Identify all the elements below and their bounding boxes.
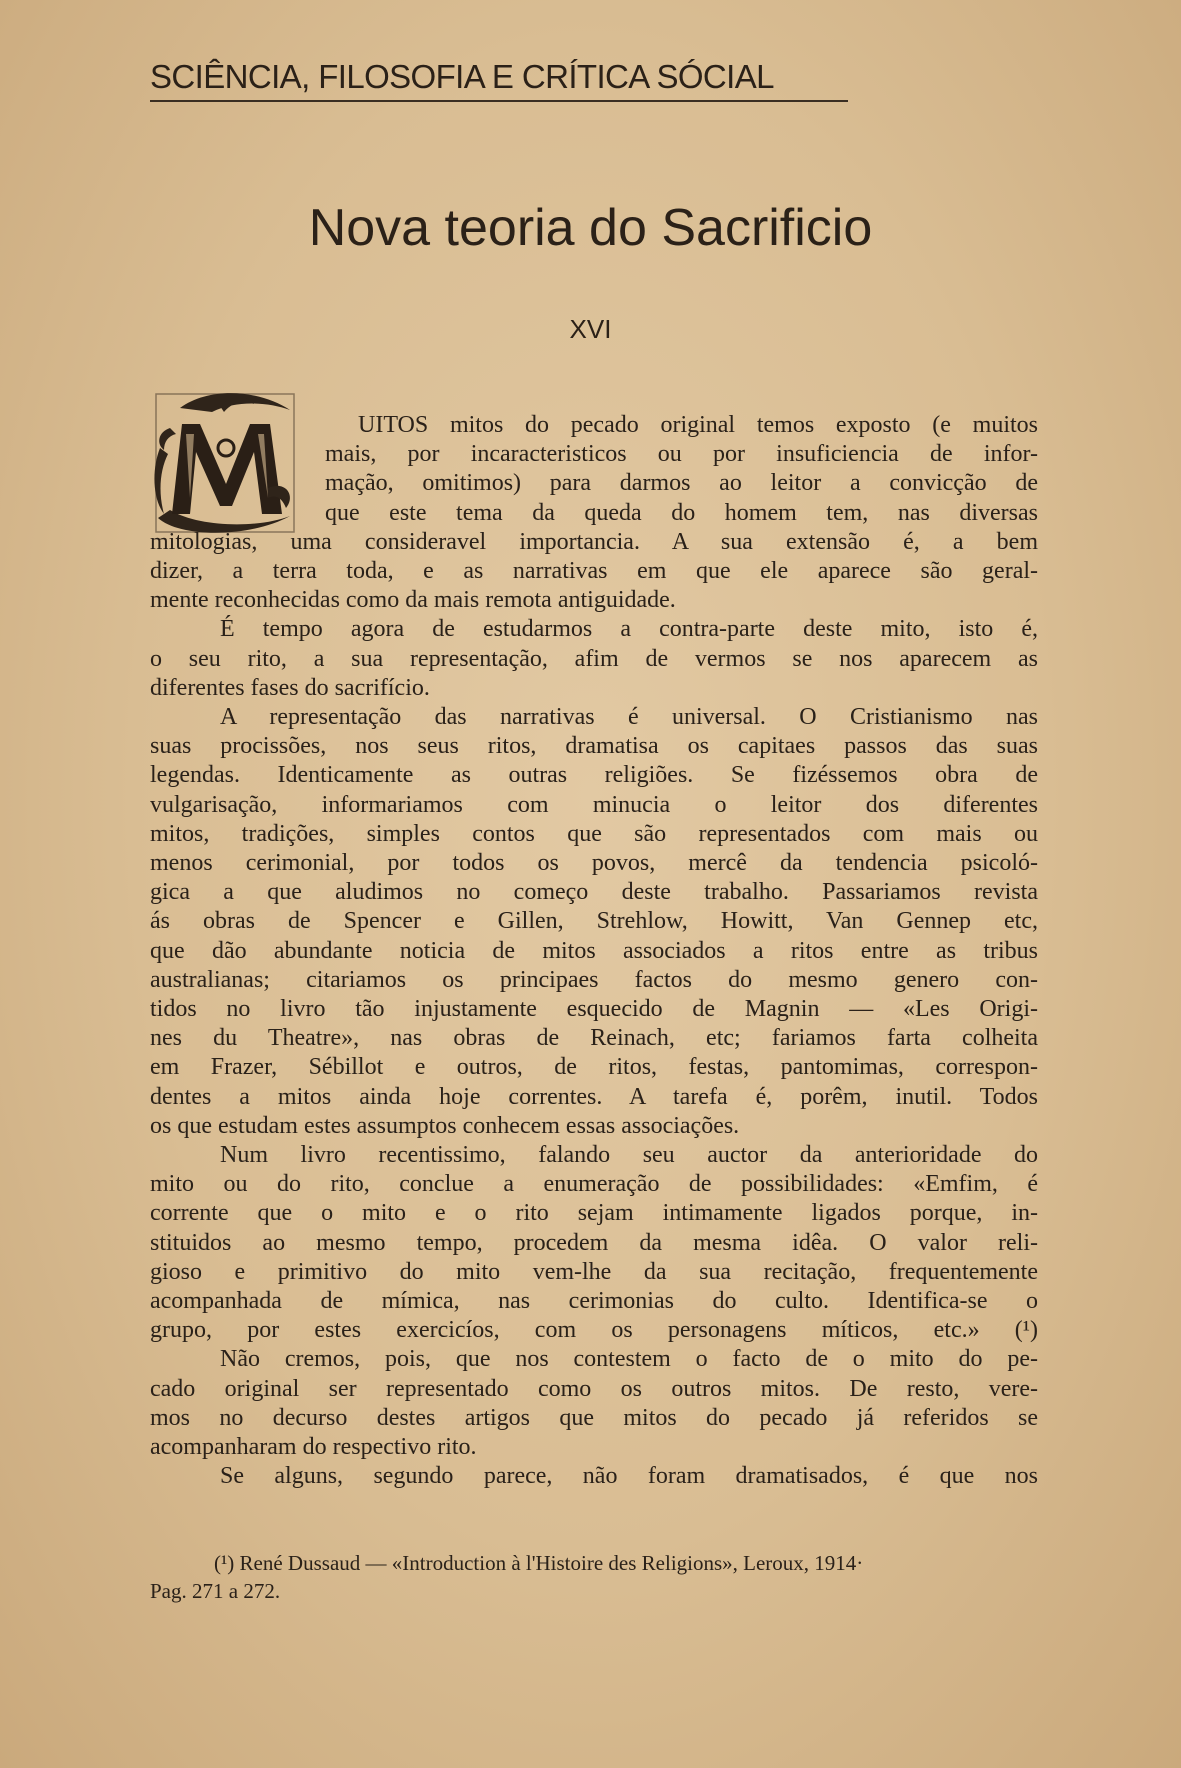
dropcap-ornament-icon <box>150 388 300 538</box>
text-line: A representação das narrativas é universal. O Cristianismo nas <box>220 704 1038 730</box>
text-line: menos cerimonial, por todos os povos, mercê da tendencia psicoló- <box>150 850 1038 876</box>
text-line: que este tema da queda do homem tem, nas diversas <box>325 499 1038 526</box>
text-line: mais, por incaracteristicos ou por insuficiencia de infor- <box>325 441 1038 468</box>
chapter-number: XVI <box>569 314 612 344</box>
text-line: o seu rito, a sua representação, afim de vermos se nos aparecem as <box>150 645 1038 672</box>
text-line: acompanhada de mímica, nas cerimonias do culto. Identifica-se o <box>150 1288 1038 1314</box>
text-line: corrente que o mito e o rito sejam intimamente ligados porque, in- <box>150 1200 1038 1227</box>
text-line: em Frazer, Sébillot e outros, de ritos, festas, pantomimas, correspon- <box>150 1054 1038 1081</box>
text-line: legendas. Identicamente as outras religiões. Se fizéssemos obra de <box>150 762 1038 789</box>
text-line: mito ou do rito, conclue a enumeração de possibilidades: «Emfim, é <box>150 1171 1038 1198</box>
text-line: australianas; citariamos os principaes factos do mesmo genero con- <box>150 966 1038 993</box>
text-line: mente reconhecidas como da mais remota antiguidade. <box>150 587 676 614</box>
text-line: gioso e primitivo do mito vem-lhe da sua recitação, frequentemente <box>150 1258 1038 1285</box>
text-line: Num livro recentissimo, falando seu auctor da anterioridade do <box>220 1142 1038 1168</box>
text-line: vulgarisação, informariamos com minucia o leitor dos diferentes <box>150 791 1038 818</box>
text-line: stituidos ao mesmo tempo, procedem da mesma idêa. O valor reli- <box>150 1229 1038 1256</box>
running-head: SCIÊNCIA, FILOSOFIA E CRÍTICA SÓCIAL <box>150 58 848 102</box>
text-line: tidos no livro tão injustamente esquecido de Magnin — «Les Origi- <box>150 996 1038 1022</box>
text-line: mitologias, uma consideravel importancia. A sua extensão é, a bem <box>150 528 1038 555</box>
text-line: que dão abundante noticia de mitos associados a ritos entre as tribus <box>150 937 1038 964</box>
ornamental-dropcap-m <box>150 388 300 538</box>
text-line: Não cremos, pois, que nos contestem o facto de o mito do pe- <box>220 1346 1038 1373</box>
text-line: UITOS mitos do pecado original temos exposto (e muitos <box>358 412 1038 438</box>
text-line: grupo, por estes exercicíos, com os personagens míticos, etc.» (¹) <box>150 1317 1038 1344</box>
article-title: Nova teoria do Sacrificio <box>308 199 873 257</box>
text-line: nes du Theatre», nas obras de Reinach, etc; fariamos farta colheita <box>150 1025 1038 1052</box>
text-line: diferentes fases do sacrifício. <box>150 674 430 701</box>
text-line: É tempo agora de estudarmos a contra-parte deste mito, isto é, <box>220 616 1038 643</box>
text-line: os que estudam estes assumptos conhecem essas associações. <box>150 1112 740 1139</box>
text-line: dizer, a terra toda, e as narrativas em que ele aparece são geral- <box>150 558 1038 584</box>
text-line: mação, omitimos) para darmos ao leitor a convicção de <box>325 470 1038 497</box>
text-line: dentes a mitos ainda hoje correntes. A tarefa é, porêm, inutil. Todos <box>150 1083 1038 1110</box>
footnote-line: (¹) René Dussaud — «Introduction à l'Histoire des Religions», Leroux, 1914· <box>214 1551 864 1575</box>
text-line: acompanharam do respectivo rito. <box>150 1434 477 1460</box>
text-line: cado original ser representado como os outros mitos. De resto, vere- <box>150 1375 1038 1402</box>
text-line: mitos, tradições, simples contos que são representados com mais ou <box>150 820 1038 847</box>
footnote-line: Pag. 271 a 272. <box>150 1579 281 1603</box>
text-line: ás obras de Spencer e Gillen, Strehlow, Howitt, Van Gennep etc, <box>150 908 1038 935</box>
text-line: suas procissões, nos seus ritos, dramatisa os capitaes passos das suas <box>150 733 1038 760</box>
text-line: Se alguns, segundo parece, não foram dramatisados, é que nos <box>220 1463 1038 1490</box>
text-line: gica a que aludimos no começo deste trabalho. Passariamos revista <box>150 879 1038 906</box>
text-line: mos no decurso destes artigos que mitos do pecado já referidos se <box>150 1404 1038 1431</box>
